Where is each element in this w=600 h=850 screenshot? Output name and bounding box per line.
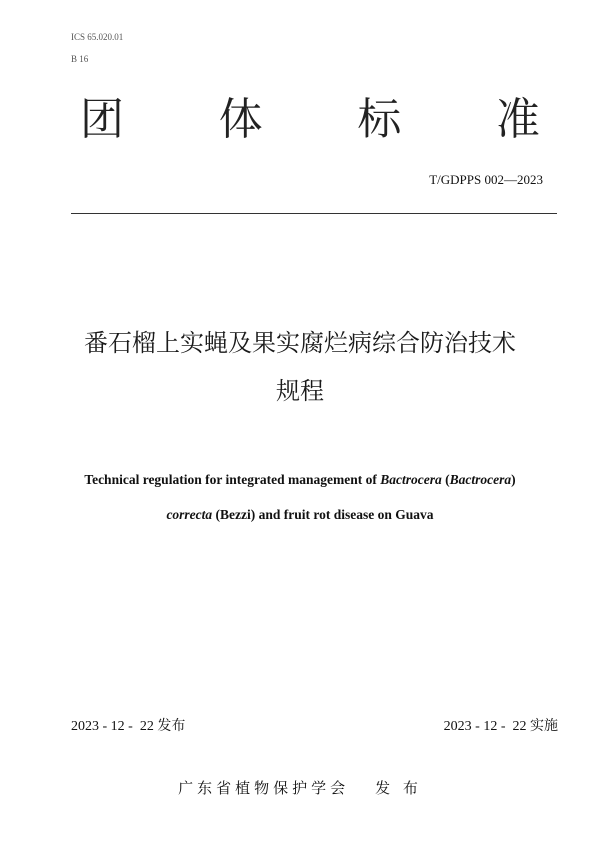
genus-name: Bactrocera xyxy=(380,472,442,487)
english-title-text: ) xyxy=(511,472,516,487)
ics-code: ICS 65.020.01 xyxy=(71,32,124,42)
standard-type-char: 团 xyxy=(80,94,124,145)
header-divider xyxy=(71,213,557,214)
publisher-name: 广东省植物保护学会 xyxy=(178,779,350,797)
subgenus-name: Bactrocera xyxy=(449,472,512,487)
issue-date: 2023 - 12 - 22 发布 xyxy=(71,719,186,734)
chinese-title-line-1: 番石榴上实蝇及果实腐烂病综合防治技术 xyxy=(84,329,516,357)
english-title-text: (Bezzi) and fruit rot disease on Guava xyxy=(212,507,434,522)
standard-type-char: 体 xyxy=(218,94,263,145)
english-title-text: ( xyxy=(441,472,450,487)
implementation-date: 2023 - 12 - 22 实施 xyxy=(443,719,558,734)
english-title-text: Technical regulation for integrated management of xyxy=(84,472,381,487)
standard-type-char: 标 xyxy=(357,94,402,145)
publisher-line xyxy=(0,777,600,799)
species-name: correcta xyxy=(166,507,213,522)
english-title-line-2 xyxy=(0,505,600,525)
chinese-title-line-2: 规程 xyxy=(276,377,324,405)
classification-code: B 16 xyxy=(71,54,89,64)
standard-number: T/GDPPS 002—2023 xyxy=(429,172,543,187)
publish-action: 发 布 xyxy=(375,779,422,797)
standard-type-char: 准 xyxy=(495,94,540,145)
english-title-line-1 xyxy=(0,470,600,490)
standard-type-heading xyxy=(80,90,540,150)
